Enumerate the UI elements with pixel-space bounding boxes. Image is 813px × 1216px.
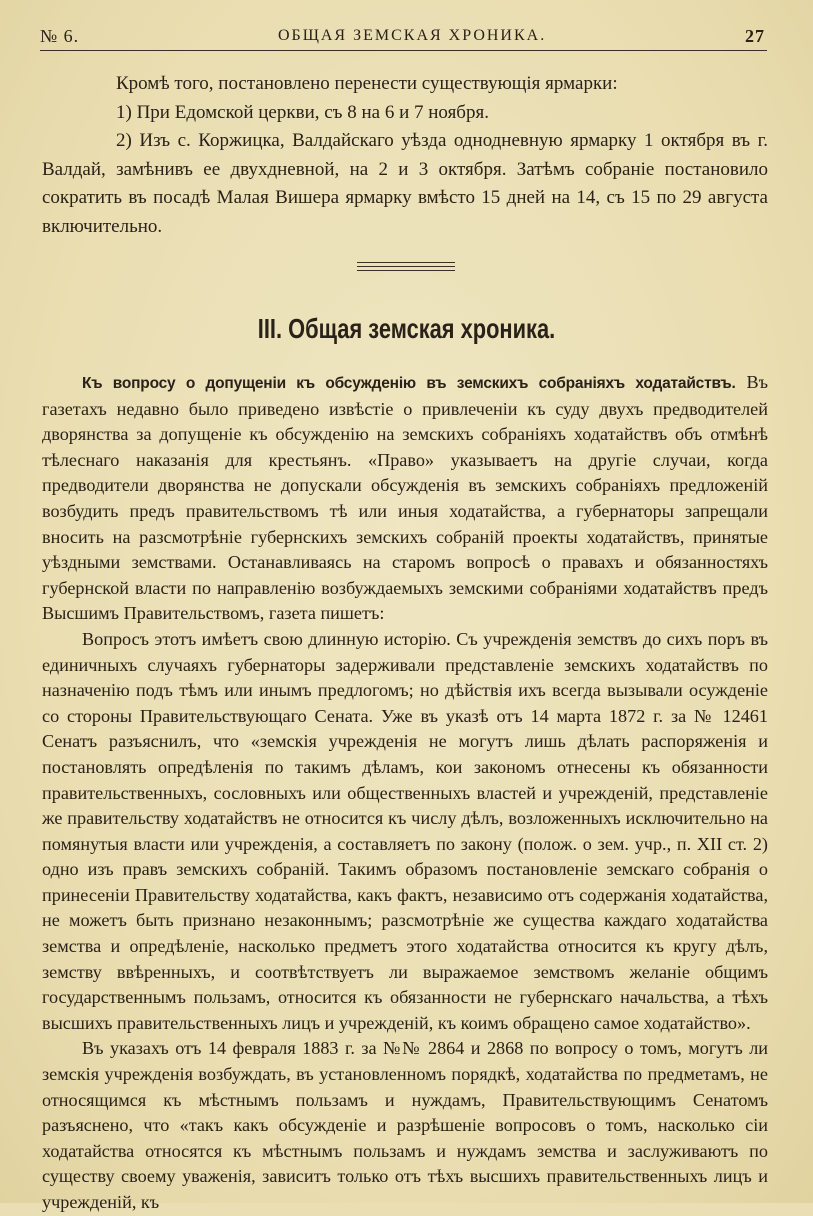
running-title: ОБЩАЯ ЗЕМСКАЯ ХРОНИКА. (277, 27, 547, 44)
intro-paragraph: 2) Изъ с. Коржицка, Валдайскаго уѣзда однодневную ярмарку 1 октября въ г. Валдай, замѣнивъ ее двухдневной, на 2 и 3 октября. Затѣмъ собраніе постановило сократить въ посадѣ Малая Вишера ярмарку вмѣсто 15 дней на 14, съ 15 по 29 августа включительно. (42, 130, 768, 237)
running-header (40, 22, 765, 50)
section-title: III. Общая земская хроника. (257, 313, 556, 344)
article-paragraph (42, 370, 768, 627)
section-divider (357, 262, 455, 274)
article-paragraph: Въ указахъ отъ 14 февраля 1883 г. за №№ 2864 и 2868 по вопросу о томъ, могутъ ли земскія учрежденія возбуждать, въ установленномъ порядкѣ, ходатайства по предметамъ, не относящимся къ мѣстнымъ пользамъ и нуждамъ, Правительствующимъ Сенатомъ разъяснено, что «такъ какъ обсужденіе и разрѣшеніе вопросовъ о томъ, насколько сіи ходатайства относятся къ мѣстнымъ пользамъ и нуждамъ земства и заслуживаютъ по существу своему уваженія, зависитъ только отъ тѣхъ высшихъ правительственныхъ лицъ и учрежденій, къ (42, 1038, 768, 1212)
page-number: 27 (744, 25, 765, 46)
article-lead: Къ вопросу о допущеніи къ обсужденію въ земскихъ собраніяхъ ходатайствъ. (82, 375, 736, 392)
intro-paragraph: Кромѣ того, постановлено перенести существующія ярмарки: (116, 73, 618, 94)
intro-paragraph: 1) При Едомской церкви, съ 8 на 6 и 7 ноября. (116, 101, 489, 123)
article-body (42, 370, 768, 1216)
issue-number: № 6. (40, 25, 80, 46)
article-lead-rest: Въ газетахъ недавно было приведено извѣстіе о привлеченіи къ суду двухъ предводителей дворянства за допущеніе къ обсужденію на земскихъ собраніяхъ ходатайствъ объ отмѣнѣ тѣлеснаго наказанія для крестьянъ. «Право» указываетъ на другіе случаи, когда предводители дворянства не допускали обсужденія въ земскихъ собраніяхъ предложеній возбудить предъ правительствомъ тѣ или иныя ходатайства, а губернаторы запрещали вносить на разсмотрѣніе губернскихъ земскихъ собраній проекты ходатайствъ, принятые уѣздными земствами. Останавливаясь на старомъ вопросѣ о правахъ и обязанностяхъ губернской власти по направленію возбуждаемыхъ земскими собраніями ходатайствъ предъ Высшимъ Правительствомъ, газета пишетъ: (42, 372, 768, 624)
intro-block (42, 70, 768, 241)
header-rule (40, 50, 767, 51)
article-paragraph: Вопросъ этотъ имѣетъ свою длинную исторію. Съ учрежденія земствъ до сихъ поръ въ единичныхъ случаяхъ губернаторы задерживали представленіе земскихъ ходатайствъ по назначенію подъ тѣмъ или инымъ предлогомъ; но дѣйствія ихъ всегда вызывали осужденіе со стороны Правительствующаго Сената. Уже въ указѣ отъ 14 марта 1872 г. за № 12461 Сенатъ разъяснилъ, что «земскія учрежденія не могутъ лишь дѣлать распоряженія и постановлять опредѣленія по такимъ дѣламъ, кои закономъ отнесены къ обязанности правительственныхъ, сословныхъ или общественныхъ властей и учрежденій, представленіе же правительству ходатайствъ не относится къ числу дѣлъ, возложенныхъ исключительно на помянутыя власти или учрежденія, а составляетъ по закону (полож. о зем. учр., п. XII ст. 2) одно изъ правъ земскихъ собраній. Такимъ образомъ постановленіе земскаго собранія о принесеніи Правительству ходатайства, какъ фактъ, независимо отъ содержанія ходатайства, не можетъ быть признано незаконнымъ; разсмотрѣніе же существа каждаго ходатайства земства и опредѣленіе, насколько предметъ этого ходатайства относится къ кругу дѣлъ, земству ввѣренныхъ, и соотвѣтствуетъ ли выражаемое земствомъ желаніе общимъ государственнымъ пользамъ, относится къ обязанности не губернскаго начальства, а тѣхъ высшихъ правительственныхъ лицъ и учрежденій, къ коимъ обращено самое ходатайство». (42, 628, 768, 1033)
